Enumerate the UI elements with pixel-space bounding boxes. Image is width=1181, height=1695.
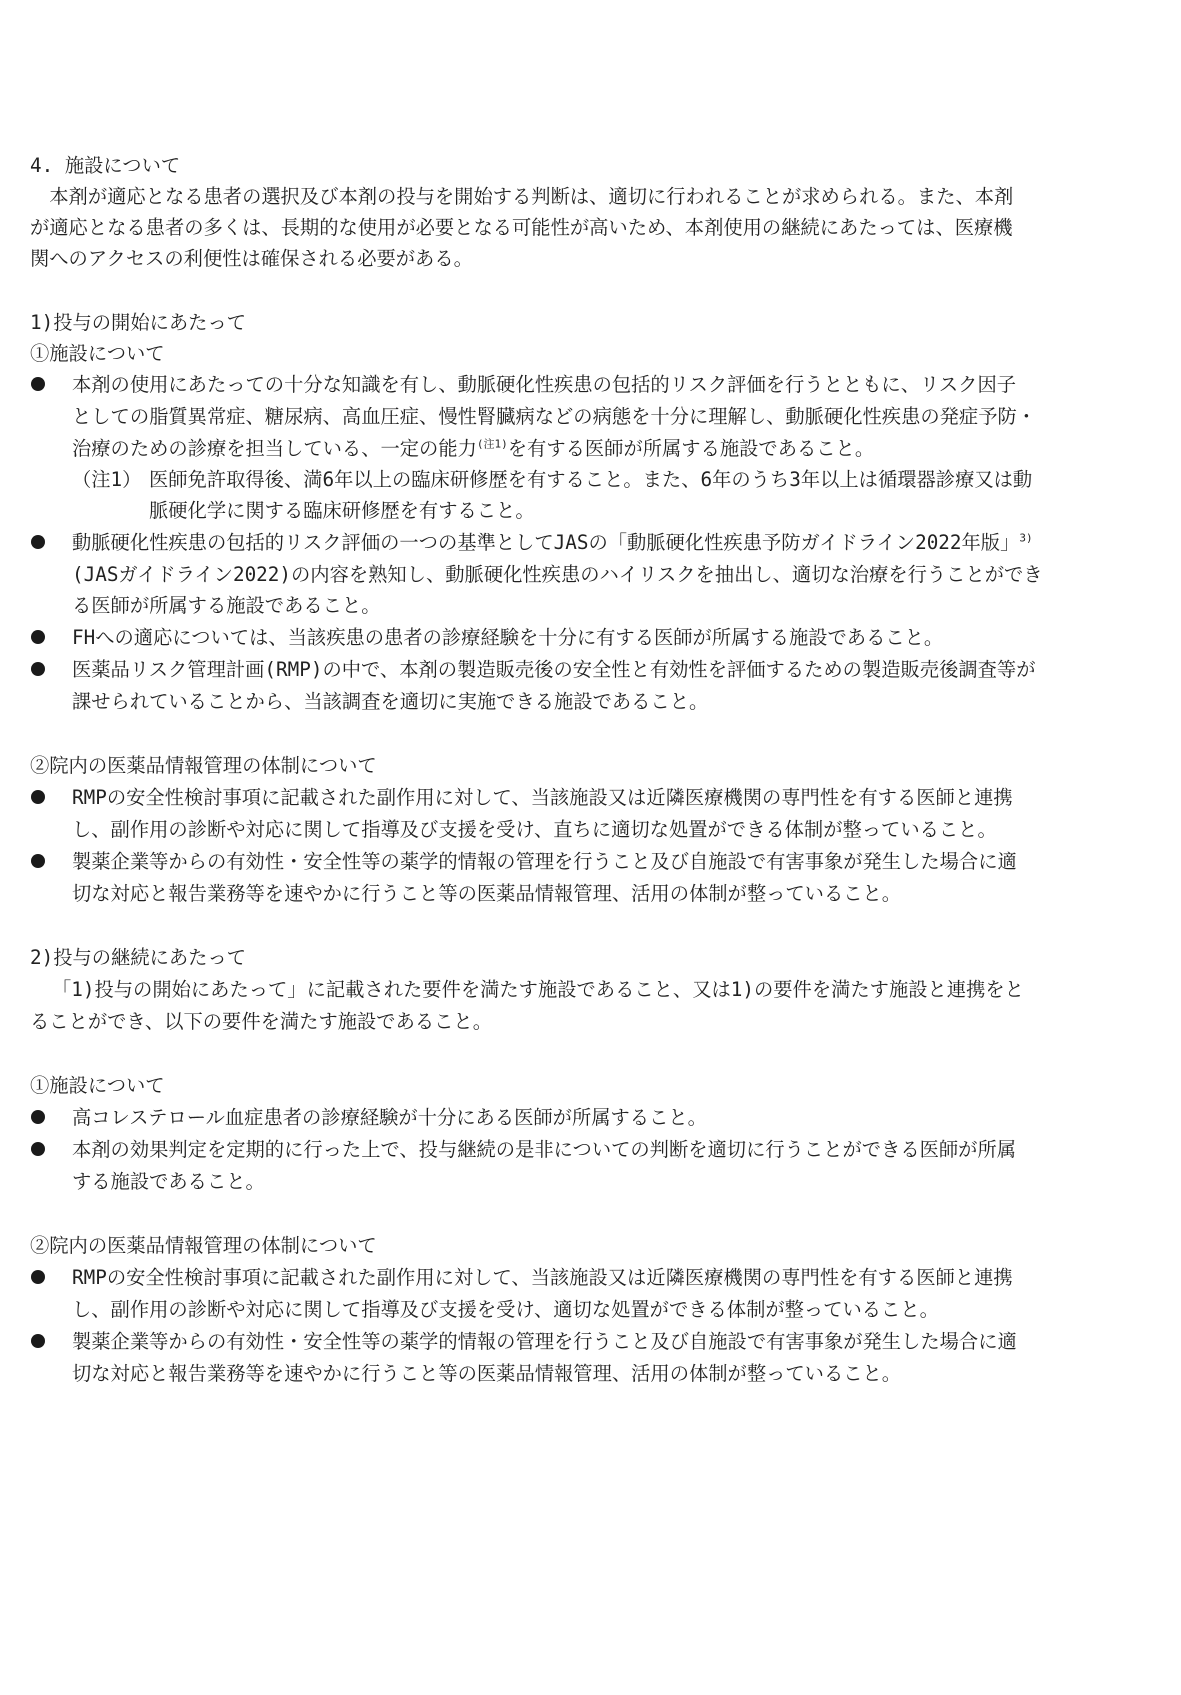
section-heading: 4. 施設について: [30, 154, 181, 177]
bullet-icon: [31, 1334, 45, 1348]
bullet-text: (JASガイドライン2022)の内容を熟知し、動脈硬化性疾患のハイリスクを抽出し、適切な治療を行うことができ: [72, 563, 1043, 586]
bullet-text: し、副作用の診断や対応に関して指導及び支援を受け、適切な処置ができる体制が整っていること。: [72, 1298, 939, 1321]
item-heading: ②院内の医薬品情報管理の体制について: [30, 754, 377, 777]
note-text: 脈硬化学に関する臨床研修歴を有すること。: [149, 499, 535, 522]
bullet-text-part: を有する医師が所属する施設であること。: [507, 437, 875, 460]
subsection-heading: 1)投与の開始にあたって: [30, 311, 247, 334]
note-text: 医師免許取得後、満6年以上の臨床研修歴を有すること。また、6年のうち3年以上は循環器診療又は動: [149, 468, 1033, 491]
note-reference: (注1): [476, 437, 508, 451]
bullet-icon: [31, 630, 45, 644]
note-label: （注1）: [72, 468, 142, 491]
bullet-text: 製薬企業等からの有効性・安全性等の薬学的情報の管理を行うこと及び自施設で有害事象が発生した場合に適: [72, 1330, 1017, 1353]
item-heading: ①施設について: [30, 342, 165, 365]
bullet-text-part: 治療のための診療を担当している、一定の能力: [72, 437, 477, 460]
intro-line: が適応となる患者の多くは、長期的な使用が必要となる可能性が高いため、本剤使用の継続にあたっては、医療機: [30, 216, 1013, 239]
bullet-text: 本剤の使用にあたっての十分な知識を有し、動脈硬化性疾患の包括的リスク評価を行うとともに、リスク因子: [72, 373, 1017, 396]
bullet-text: RMPの安全性検討事項に記載された副作用に対して、当該施設又は近隣医療機関の専門性を有する医師と連携: [72, 1266, 1013, 1289]
bullet-icon: [31, 377, 45, 391]
bullet-text: [72, 436, 1158, 462]
bullet-text: 医薬品リスク管理計画(RMP)の中で、本剤の製造販売後の安全性と有効性を評価するための製造販売後調査等が: [72, 658, 1036, 681]
bullet-icon: [31, 854, 45, 868]
bullet-icon: [31, 790, 45, 804]
bullet-icon: [31, 1270, 45, 1284]
citation-reference: 3): [1019, 531, 1033, 545]
subsection-heading: 2)投与の継続にあたって: [30, 946, 247, 969]
bullet-text: としての脂質異常症、糖尿病、高血圧症、慢性腎臓病などの病態を十分に理解し、動脈硬化性疾患の発症予防・: [72, 405, 1037, 428]
bullet-text: 切な対応と報告業務等を速やかに行うこと等の医薬品情報管理、活用の体制が整っていること。: [72, 882, 902, 905]
bullet-text: 切な対応と報告業務等を速やかに行うこと等の医薬品情報管理、活用の体制が整っていること。: [72, 1362, 902, 1385]
intro-line: 本剤が適応となる患者の選択及び本剤の投与を開始する判断は、適切に行われることが求められる。また、本剤: [30, 185, 1014, 208]
bullet-text: 製薬企業等からの有効性・安全性等の薬学的情報の管理を行うこと及び自施設で有害事象が発生した場合に適: [72, 850, 1017, 873]
intro-line: ることができ、以下の要件を満たす施設であること。: [30, 1010, 492, 1033]
bullet-icon: [31, 1142, 45, 1156]
bullet-text-part: 動脈硬化性疾患の包括的リスク評価の一つの基準としてJASの「動脈硬化性疾患予防ガイドライン2022年版」: [72, 531, 1020, 554]
bullet-icon: [31, 1110, 45, 1124]
bullet-text: する施設であること。: [72, 1170, 265, 1193]
bullet-text: FHへの適応については、当該疾患の患者の診療経験を十分に有する医師が所属する施設であること。: [72, 626, 944, 649]
bullet-text: し、副作用の診断や対応に関して指導及び支援を受け、直ちに適切な処置ができる体制が整っていること。: [72, 818, 997, 841]
item-heading: ②院内の医薬品情報管理の体制について: [30, 1234, 377, 1257]
intro-line: 関へのアクセスの利便性は確保される必要がある。: [30, 247, 473, 270]
bullet-text: 高コレステロール血症患者の診療経験が十分にある医師が所属すること。: [72, 1106, 707, 1129]
bullet-text: る医師が所属する施設であること。: [72, 594, 381, 617]
intro-line: 「1)投与の開始にあたって」に記載された要件を満たす施設であること、又は1)の要件を満たす施設と連携をと: [52, 978, 1024, 1001]
bullet-text: 課せられていることから、当該調査を適切に実施できる施設であること。: [72, 690, 709, 713]
bullet-text: 本剤の効果判定を定期的に行った上で、投与継続の是非についての判断を適切に行うことができる医師が所属: [72, 1138, 1017, 1161]
item-heading: ①施設について: [30, 1074, 165, 1097]
bullet-icon: [31, 662, 45, 676]
bullet-text: [72, 530, 1158, 556]
bullet-text: RMPの安全性検討事項に記載された副作用に対して、当該施設又は近隣医療機関の専門性を有する医師と連携: [72, 786, 1013, 809]
bullet-icon: [31, 535, 45, 549]
